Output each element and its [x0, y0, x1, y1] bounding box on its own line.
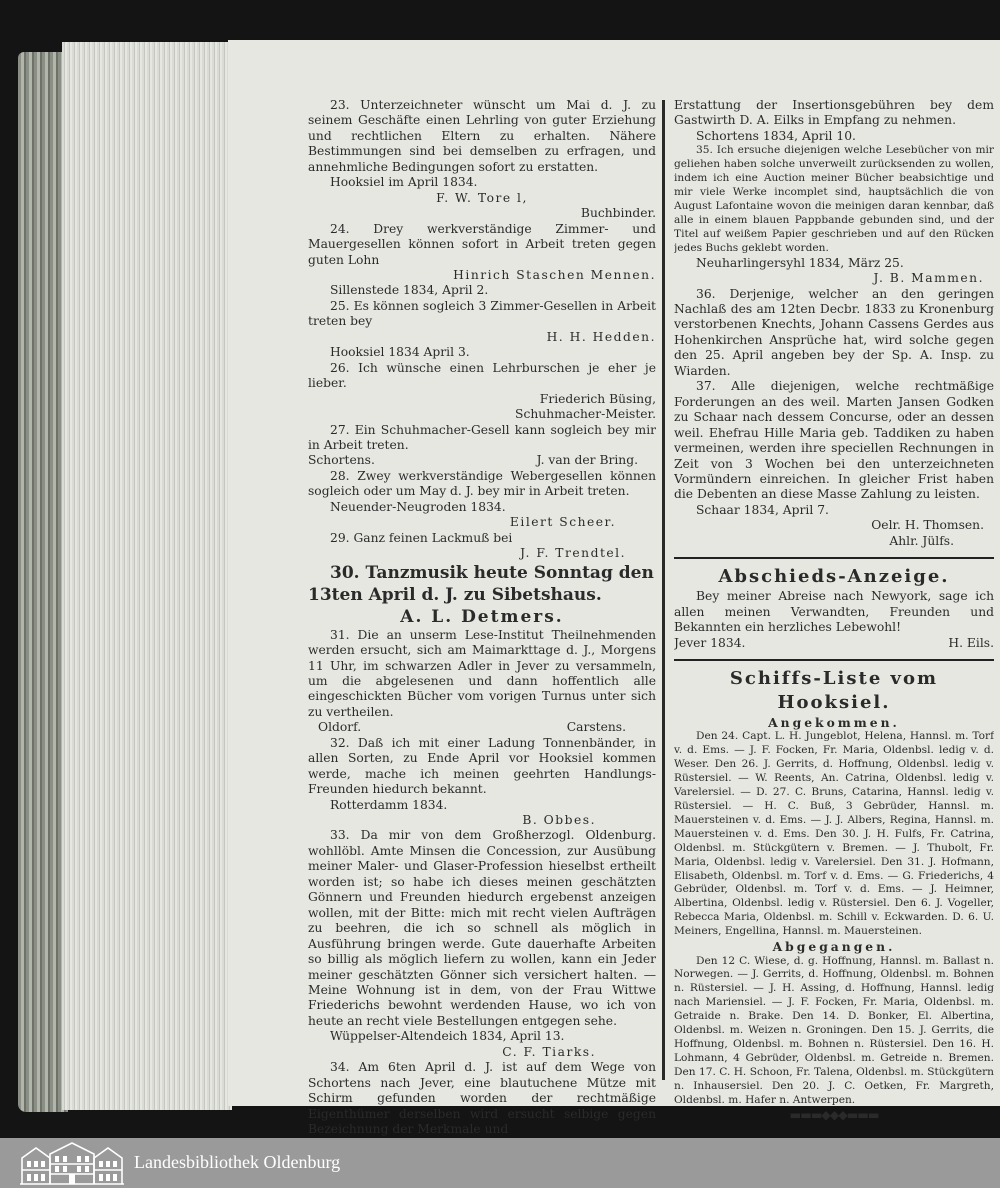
ad-29-text: 29. Ganz feinen Lackmuß bei: [330, 530, 513, 545]
column-separator: [662, 100, 665, 1080]
ad-26-name: Friederich Büsing,: [539, 391, 656, 406]
ad-30-name: A. L. Detmers.: [400, 606, 564, 627]
ship-list-title: Schiffs-Liste vom Hooksiel.: [729, 668, 939, 714]
ad-35-text: 35. Ich ersuche diejenigen welche Lesebücher von mir geliehen haben solche unverweilt zurücksenden zu wollen, indem ich eine Auction meiner Bücher beabsichtige und mir viele Werke incomplet sind, hauptsächlich die von August Lafontaine wovon die meinigen daran kennbar, daß alle in einem blauen Pappbande gebunden sind, und der Titel auf weißem Papier geschrieben und auf den Rücken jedes Buchs geklebt worden.: [674, 144, 994, 254]
ad-37-name-2: Ahlr. Jülfs.: [889, 533, 954, 548]
ad-28-text: 28. Zwey werkverständige Webergesellen können sogleich oder um May d. J. bey mir in Arbeit treten.: [308, 468, 656, 499]
ad-34-text: 34. Am 6ten April d. J. ist auf dem Wege von Schortens nach Jever, eine blautuchene Mütze mit Schirm gefunden worden der rechtmäßige Eigenthümer derselben wird ersucht selbige gegen Bezeichnung der Merkmale und: [308, 1060, 656, 1137]
ad-34-place: Schortens 1834, April 10.: [696, 128, 856, 143]
library-building-icon: [18, 1140, 126, 1186]
ad-25-text: 25. Es können sogleich 3 Zimmer-Gesellen in Arbeit treten bey: [308, 298, 656, 329]
ad-23-place: Hooksiel im April 1834.: [330, 175, 478, 190]
farewell-signature-line: [674, 636, 994, 651]
ad-37-place: Schaar 1834, April 7.: [696, 502, 829, 517]
ad-26-role: Schuhmacher-Meister.: [515, 407, 656, 422]
ad-33-text: 33. Da mir von dem Großherzogl. Oldenburg. wohllöbl. Amte Minsen die Concession, zur Ausübung meiner Maler- und Glaser-Profession hieselbst ertheilt worden ist; so habe ich dieses meinen geschätzten Gönnern und Freunden hiedurch ergebenst anzeigen wollen, mit der Bitte: mich mit recht vielen Aufträgen zu beehren, die ich so schnell als möglich in Ausführung bringen werde. Gute dauerhafte Arbeiten so billig als möglich liefern zu wollen, kann ein Jeder meiner geschätzten Gönner sich versichert halten. — Meine Wohnung ist in dem, von der Frau Wittwe Friederichs bewohnt werdenden Hause, wo ich von heute an recht viele Bestellungen entgegen sehe.: [308, 828, 656, 1028]
arrived-title: Angekommen.: [768, 715, 900, 731]
departed-title: Abgegangen.: [772, 939, 896, 955]
farewell-name: H. Eils.: [948, 635, 994, 650]
arrived-text: Den 24. Capt. L. H. Jungeblot, Helena, Hannsl. m. Torf v. d. Ems. — J. F. Focken, Fr. Maria, Oldenbsl. ledig v. d. Weser. Den 26. J. Gerrits, d. Hoffnung, Oldenbsl. ledig v. Rüstersiel. — W. Reents, An. Catrina, Oldenbsl. ledig v. Varelersiel. — D. 27. C. Bruns, Catarina, Hannsl. ledig v. Rüstersiel. — H. C. Buß, 3 Gebrüder, Hannsl. m. Mauersteinen v. d. Ems. — J. J. Albers, Regina, Hannsl. m. Mauersteinen v. d. Ems. Den 30. J. H. Fulfs, Fr. Catrina, Oldenbsl. m. Stückgütern v. Bremen. — J. Thubolt, Fr. Maria, Oldenbsl. ledig v. Varelersiel. Den 31. J. Hofmann, Elisabeth, Oldenbsl. m. Torf v. d. Ems. — G. Friederichs, 4 Gebrüder, Oldenbsl. m. Torf v. d. Ems. — J. Heimner, Albertina, Oldenbsl. ledig v. Rüstersiel. Den 6. J. Vogeller, Rebecca Maria, Oldenbsl. m. Schill v. Eckwarden. D. 6. U. Meiners, Engellina, Hannsl. m. Mauersteinen.: [674, 730, 994, 938]
ad-24-name: Hinrich Staschen Mennen.: [453, 267, 656, 282]
end-ornament: ▬▬▬◆◆◆▬▬▬: [789, 1107, 879, 1122]
farewell-text: Bey meiner Abreise nach Newyork, sage ich allen meinen Verwandten, Freunden und Bekannten ein herzliches Lebewohl!: [674, 589, 994, 635]
ad-31-name: Carstens.: [566, 720, 626, 735]
ad-30-line-b: 13ten April d. J. zu Sibetshaus.: [308, 584, 602, 605]
ad-26-text: 26. Ich wünsche einen Lehrburschen je eher je lieber.: [308, 360, 656, 391]
farewell-title: Abschieds-Anzeige.: [718, 566, 950, 588]
ad-35-name: J. B. Mammen.: [873, 271, 984, 286]
ad-31-place-line: [308, 720, 656, 735]
ad-24-text: 24. Drey werkverständige Zimmer- und Mauergesellen können sofort in Arbeit treten gegen guten Lohn: [308, 221, 656, 267]
ad-33-place: Wüppelser-Altendeich 1834, April 13.: [330, 1029, 565, 1044]
newspaper-page: [228, 40, 1000, 1137]
page-stack-edge: [62, 42, 232, 1110]
ad-29-name: J. F. Trendtel.: [520, 546, 626, 561]
library-footer-bar: [0, 1138, 1000, 1188]
library-name[interactable]: Landesbibliothek Oldenburg: [134, 1152, 341, 1172]
ad-27-text: 27. Ein Schuhmacher-Gesell kann sogleich bey mir in Arbeit treten.: [308, 422, 656, 452]
ad-23-name: F. W. Tore l,: [436, 190, 528, 205]
departed-text: Den 12 C. Wiese, d. g. Hoffnung, Hannsl. m. Ballast n. Norwegen. — J. Gerrits, d. Hoffnung, Oldenbsl. m. Bohnen n. Rüstersiel. — J. H. Assing, d. Hoffnung, Hannsl. ledig nach Mariensiel. — J. F. Focken, Fr. Maria, Oldenbsl. m. Getraide n. Brake. Den 14. D. Bonker, El. Albertina, Oldenbsl. m. Weizen n. Groningen. Den 15. J. Gerrits, die Hoffnung, Oldenbsl. m. Bohnen n. Rüstersiel. Den 16. H. Lohmann, 4 Gebrüder, Oldenbsl. m. Getreide n. Bremen. Den 17. C. H. Schoon, Fr. Talena, Oldenbsl. m. Stückgütern n. Inhausersiel. Den 20. J. C. Oetken, Fr. Margreth, Oldenbsl. m. Hafer n. Antwerpen.: [674, 954, 994, 1106]
ad-27-name: J. van der Bring.: [536, 453, 638, 468]
ad-32-place: Rotterdamm 1834.: [330, 797, 448, 812]
ad-32-name: B. Obbes.: [522, 813, 596, 828]
ad-37-text: 37. Alle diejenigen, welche rechtmäßige Forderungen an des weil. Marten Jansen Godken zu Schaar nach dessem Concurse, oder an dessen weil. Ehefrau Hille Maria geb. Taddiken zu haben vermeinen, werden ihre speciellen Rechnungen in Zeit von 3 Wochen bei den unterzeichneten Vormündern einreichen. In gleicher Frist haben die Debenten an diese Masse Zahlung zu leisten.: [674, 379, 994, 502]
ad-27-place: Schortens.: [308, 453, 375, 468]
ad-25-place: Hooksiel 1834 April 3.: [330, 345, 470, 360]
ad-23-text: 23. Unterzeichneter wünscht um Mai d. J. zu seinem Geschäfte einen Lehrling von guter Erziehung und rechtlichen Eltern zu erhalten. Nähere Bestimmungen sind bei demselben zu erfragen, und annehmliche Bedingungen sofort zu erstatten.: [308, 98, 656, 174]
ad-37-name-1: Oelr. H. Thomsen.: [871, 518, 984, 533]
ad-35-place: Neuharlingersyhl 1834, März 25.: [696, 255, 904, 270]
right-column: [674, 98, 994, 1123]
ad-32-text: 32. Daß ich mit einer Ladung Tonnenbänder, in allen Sorten, zu Ende April vor Hooksiel kommen werde, mache ich meinen geehrten Handlungs-Freunden hiedurch bekannt.: [308, 735, 656, 797]
ad-27-place-line: [308, 453, 656, 468]
ad-23-role: Buchbinder.: [580, 206, 656, 221]
ad-31-place: Oldorf.: [318, 720, 362, 735]
rule-2: [674, 659, 994, 661]
ad-24-place: Sillenstede 1834, April 2.: [330, 283, 489, 298]
ad-34-continued: Erstattung der Insertionsgebühren bey dem Gastwirth D. A. Eilks in Empfang zu nehmen.: [674, 98, 994, 128]
rule-1: [674, 557, 994, 559]
ad-28-name: Eilert Scheer.: [509, 515, 616, 530]
ad-36-text: 36. Derjenige, welcher an den geringen Nachlaß des am 12ten Decbr. 1833 zu Kronenburg verstorbenen Knechts, Johann Cassens Gerdes aus Hohenkirchen Ansprüche hat, wird solche gegen den 25. April angeben bey der Sp. A. Insp. zu Wiarden.: [674, 286, 994, 378]
book-spine-edge: [18, 52, 68, 1112]
farewell-place: Jever 1834.: [674, 635, 746, 650]
ad-33-name: C. F. Tiarks.: [502, 1044, 596, 1059]
left-column: [308, 98, 656, 1138]
ad-25-name: H. H. Hedden.: [546, 329, 656, 344]
ad-28-place: Neuender-Neugroden 1834.: [330, 499, 506, 514]
ad-30-line-a: 30. Tanzmusik heute Sonntag den: [330, 562, 654, 583]
ad-31-text: 31. Die an unserm Lese-Institut Theilnehmenden werden ersucht, sich am Maimarkttage d. J., Morgens 11 Uhr, im schwarzen Adler in Jever zu versammeln, um die abgelesenen und dann hoffentlich alle eingeschickten Bücher vom vorigen Turnus unter sich zu vertheilen.: [308, 627, 656, 719]
